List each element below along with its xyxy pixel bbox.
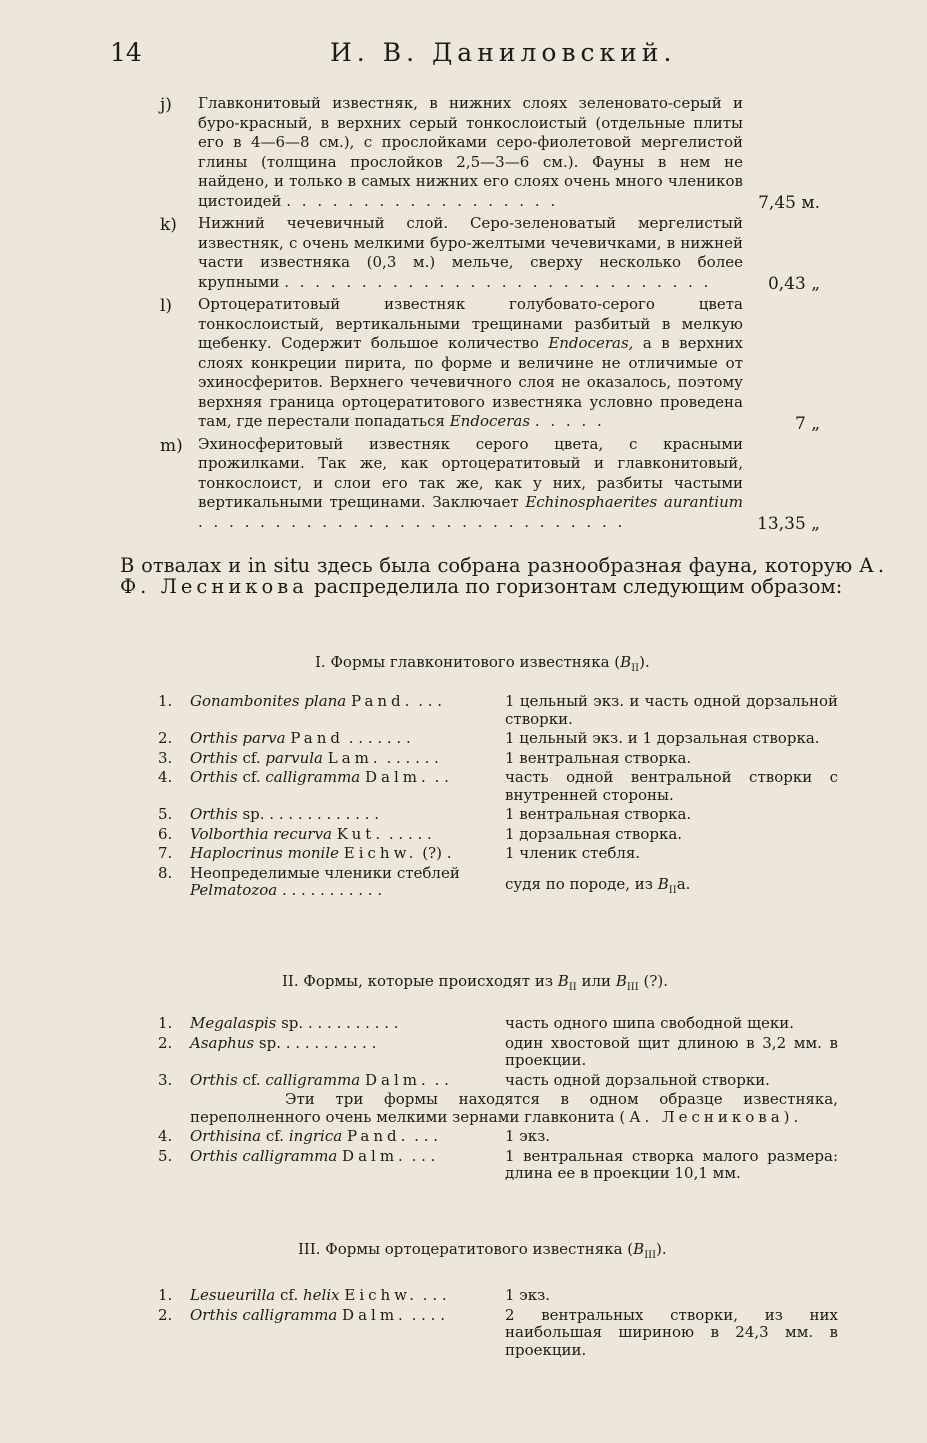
list-item: 2. Asaphus sp. . . . . . . . . . . один хвостовой щит длиною в 3,2 мм. в проекции.	[158, 1033, 838, 1069]
specimen-note: Эти три формы находятся в одном образце известняка, переполненного очень мелкими зернами главконита (А. Лесникова).	[190, 1090, 838, 1126]
layer-k	[160, 214, 850, 292]
layer-j	[160, 94, 850, 211]
layer-thickness: 0,43 „	[767, 274, 820, 294]
section-title-2: II. Формы, которые происходят из $B_{II}$ или $B_{III}$ (?).	[282, 972, 668, 993]
layer-description: Нижний чечевичный слой. Серо-зеленоватый мергелистый известняк, с очень мелкими буро-желтыми чечевичками, в нижней части известняка (0,3 м.) мельче, сверху несколько более крупными . . . . . . . . . . . . . . . . . . . . . . . . . . . .	[198, 214, 743, 291]
list-item: 7. Haplocrinus monile Eichw. (?) . 1 членик стебля.	[158, 844, 641, 862]
page-number: 14	[110, 38, 142, 67]
layer-thickness: 7 „	[794, 413, 820, 434]
list-item: 3. Orthis cf. parvula Lam. . . . . . . 1 вентральная створка.	[158, 748, 692, 767]
author-name: А. Ф. Лесникова	[120, 554, 889, 598]
list-item: 8. Неопределимые членики стеблей Pelmatozoa . . . . . . . . . . . судя по породе, из $B_{II}a$.	[158, 863, 691, 899]
layer-thickness: 13,35 „	[757, 514, 820, 534]
list-item: 1. Lesueurilla cf. helix Eichw. . . . 1 экз.	[158, 1286, 551, 1304]
section-title-1: I. Формы главконитового известняка $(B_{II})$.	[315, 653, 650, 674]
list-item: 1. Gonambonites plana Pand. . . . 1 цельный экз. и часть одной дорзальной створки.	[158, 692, 838, 728]
section-title-3: III. Формы ортоцератитового известняка $(B_{III})$.	[298, 1240, 667, 1261]
list-item: 1. Megalaspis sp. . . . . . . . . . . часть одного шипа свободной щеки.	[158, 1014, 795, 1032]
list-item: 5. Orthis calligramma Dalm. . . . 1 вентральная створка малого размера: длина ее в проекции 10,1 мм.	[158, 1146, 838, 1182]
fauna-list-3	[158, 1287, 838, 1361]
layer-label: k)	[160, 215, 177, 235]
layer-l	[160, 295, 850, 432]
layer-label: j)	[160, 95, 172, 115]
layer-m	[160, 435, 850, 533]
list-item: 5. Orthis sp. . . . . . . . . . . . . 1 вентральная створка.	[158, 805, 692, 823]
layer-description: Ортоцератитовый известняк голубовато-серого цвета тонкослоистый, вертикальными трещинами разбитый в мелкую щебенку. Содержит большое количество Endoceras, а в верхних слоях конкреции пирита, по форме и величине не отличимые от эхиносферитов. Верхнего чечевичного слоя не оказалось, поэтому верхняя граница ортоцератитового известняка условно проведена там, где перестали попадаться Endoceras . . . . .	[198, 295, 743, 430]
layer-label: l)	[160, 296, 173, 316]
layer-thickness: 7,45 м.	[758, 193, 820, 213]
fauna-list-1	[158, 693, 838, 902]
running-title: И. В. Даниловский.	[330, 38, 677, 67]
stratigraphic-layers	[160, 94, 850, 535]
layer-description: Главконитовый известняк, в нижних слоях зеленовато-серый и буро-красный, в верхних серый тонкослоистый (отдельные плиты его в 4—6—8 см.), с прослойками серо-фиолетовой мергелистой глины (толщина прослойков 2,5—3—6 см.). Фауны в нем не найдено, и только в самых нижних его слоях очень много члеников цистоидей . . . . . . . . . . . . . . . . . .	[198, 94, 743, 210]
fauna-intro-paragraph: В отвалах и in situ здесь была собрана разнообразная фауна, которую А. Ф. Лесникова распределила по горизонтам следующим образом:	[120, 554, 889, 598]
page-header	[110, 38, 890, 78]
fauna-list-2	[158, 1015, 838, 1185]
list-item: 4. Orthis cf. calligramma Dalm. . . часть одной вентральной створки с внутренней стороны.	[158, 768, 838, 804]
list-item: 4. Orthisina cf. ingrica Pand. . . . 1 экз.	[158, 1127, 551, 1145]
list-item: 2. Orthis calligramma Dalm. . . . . 2 вентральных створки, из них наибольшая шириною в 24,3 мм. в проекции.	[158, 1305, 838, 1359]
layer-label: m)	[160, 435, 183, 456]
list-item: 6. Volborthia recurva Kut. . . . . . 1 дорзальная створка.	[158, 824, 683, 843]
list-item: 3. Orthis cf. calligramma Dalm. . . часть одной дорзальной створки.	[158, 1070, 770, 1089]
list-item: 2. Orthis parva Pand . . . . . . . 1 цельный экз. и 1 дорзальная створка.	[158, 729, 820, 747]
layer-description: Эхиносферитовый известняк серого цвета, с красными прожилками. Так же, как ортоцератитовый и главконитовый, тонкослоист, и слои его так же, как у них, разбиты частыми вертикальными трещинами. Заключает Echinosphaerites aurantium . . . . . . . . . . . . . . . . . . . . . . . . . . . .	[198, 434, 743, 531]
